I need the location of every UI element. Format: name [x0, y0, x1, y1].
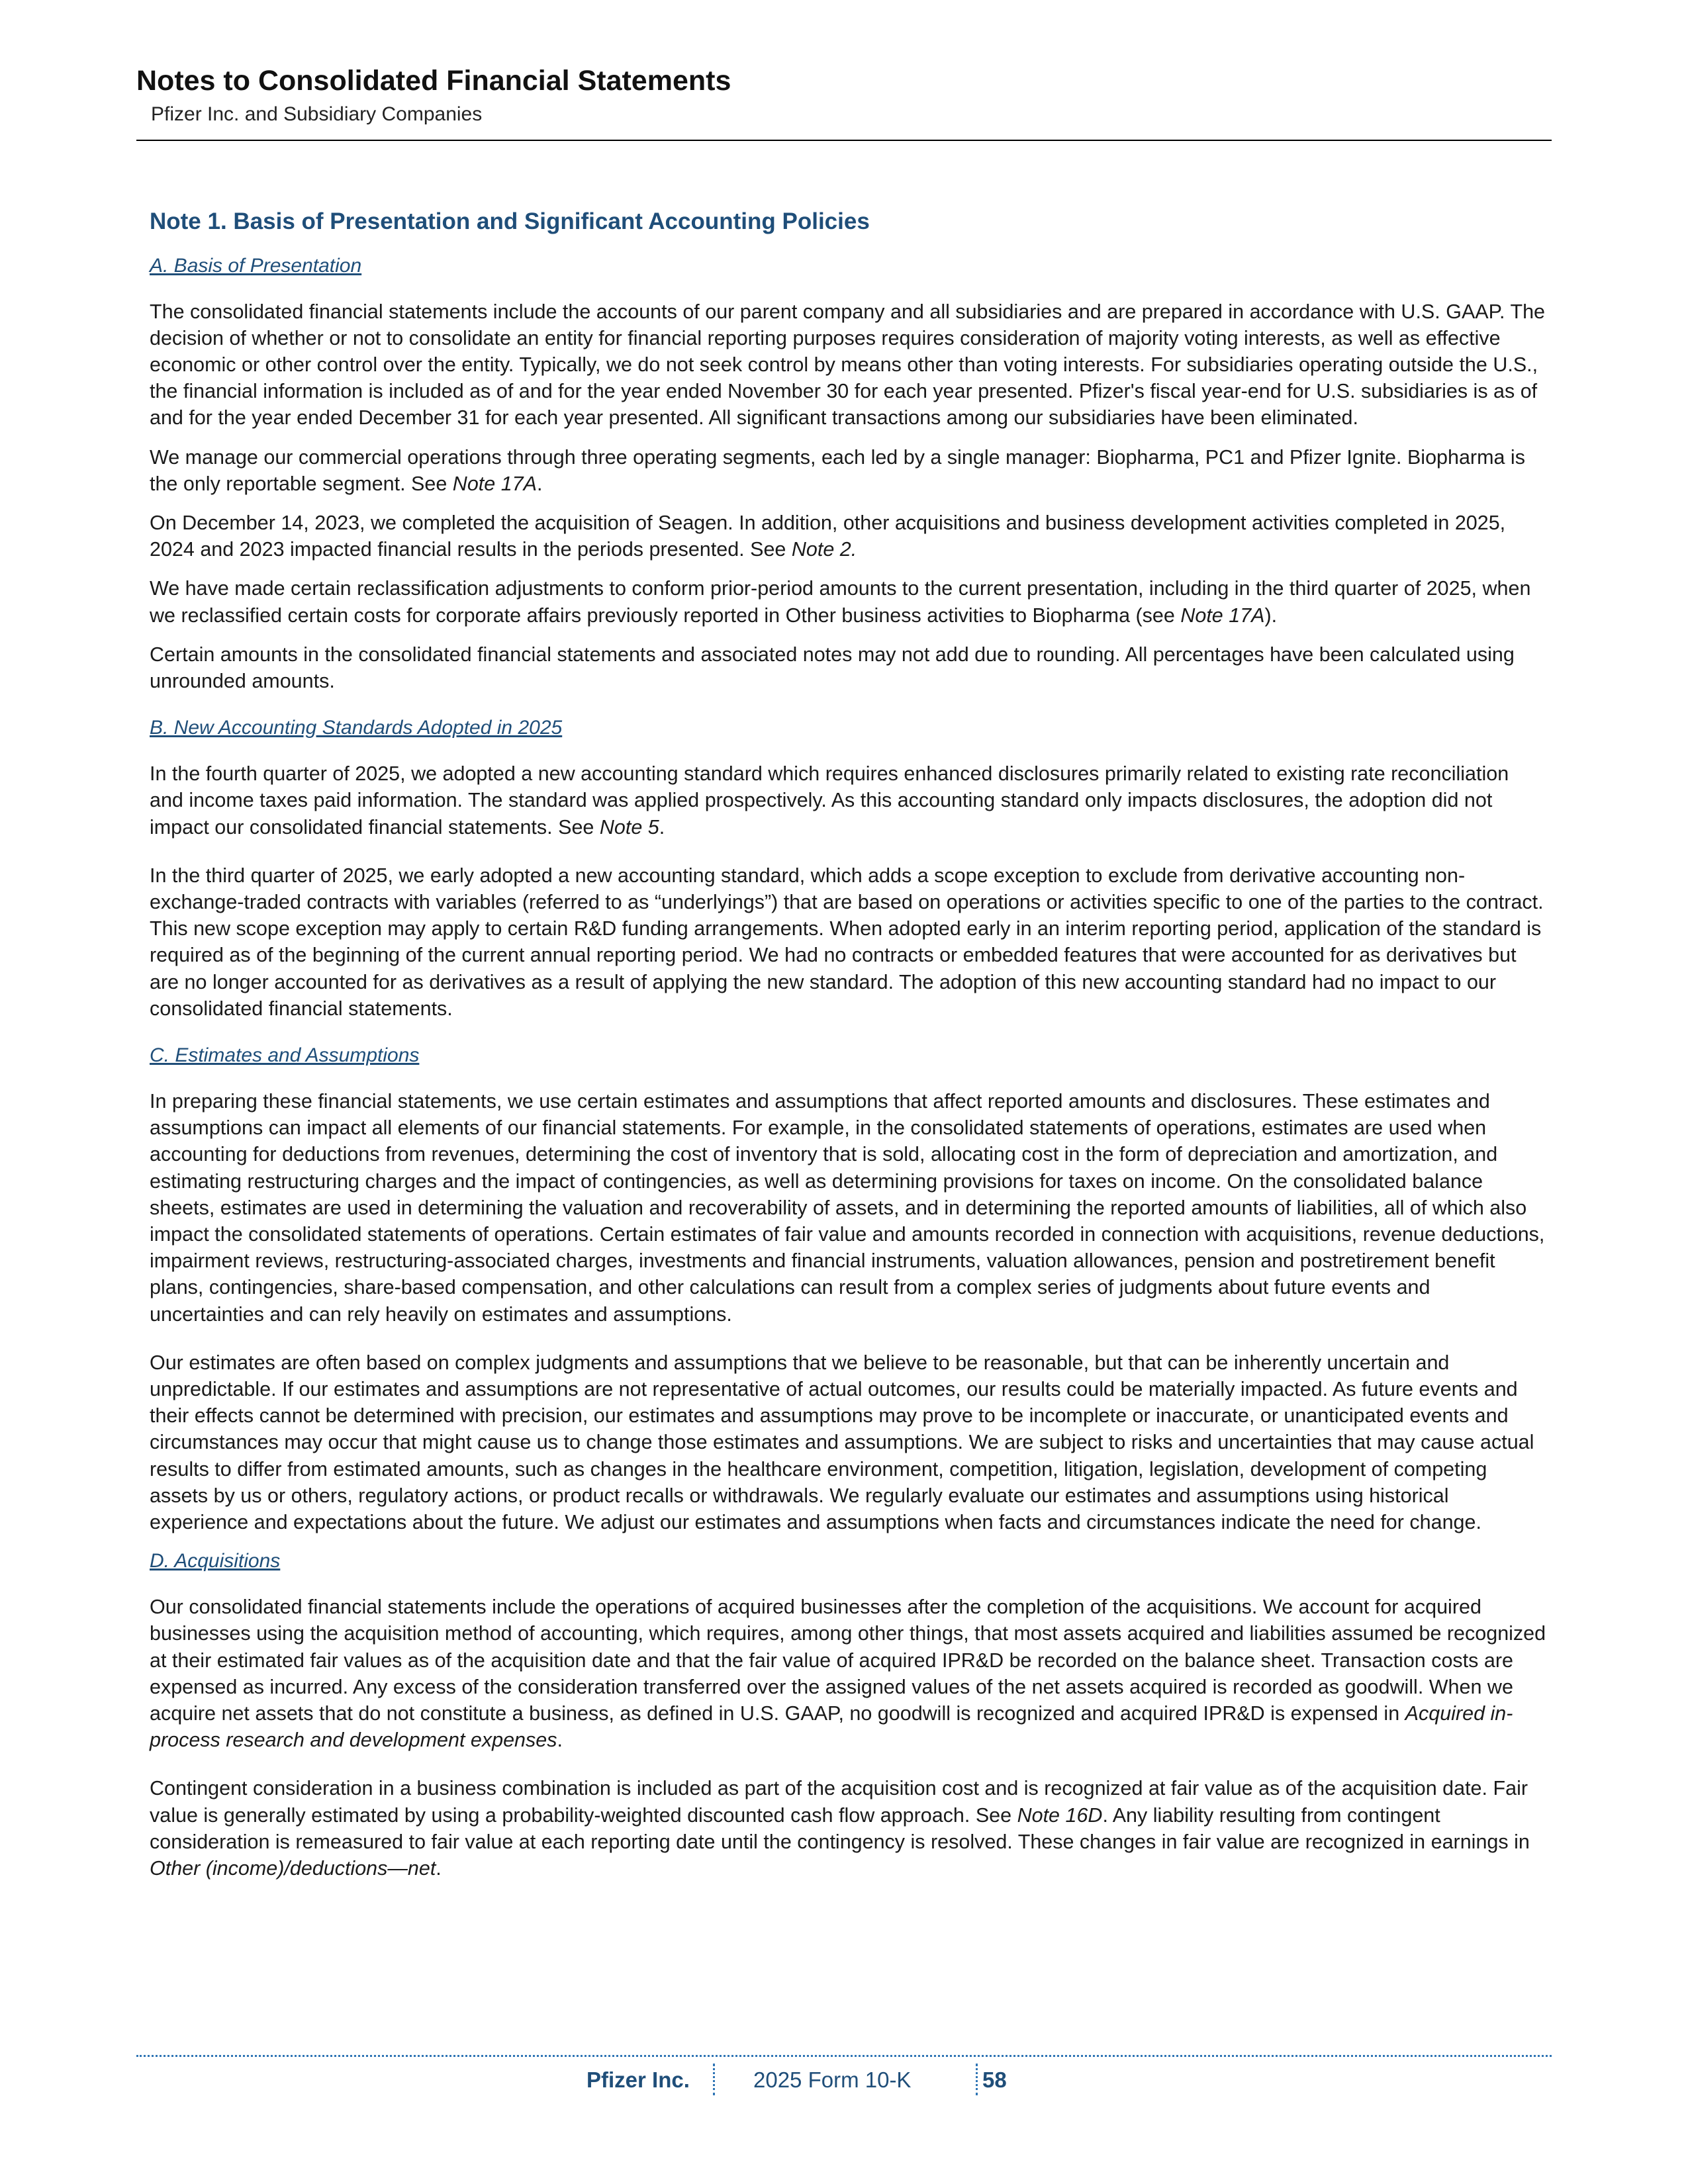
paragraph-text: .: [436, 1857, 442, 1880]
section-a-paragraph-1: The consolidated financial statements include the accounts of our parent company and all subsidiaries and are prepared in accordance with U.S. GAAP. The decision of whether or not to consolidate an entity for financial reporting purposes requires consideration of majority voting interests, as well as effective economic or other control over the entity. Typically, we do not seek control by means other than voting interests. For subsidiaries operating outside the U.S., the financial information is included as of and for the year ended November 30 for each year presented. Pfizer's fiscal year-end for U.S. subsidiaries is as of and for the year ended December 31 for each year presented. All significant transactions among our subsidiaries have been eliminated.: [150, 300, 1545, 430]
footer-page-number: 58: [982, 2068, 1007, 2092]
footer-divider: [136, 2055, 1552, 2057]
section-c-paragraph-1: In preparing these financial statements, we use certain estimates and assumptions that affect reported amounts and disclosures. These estimates and assumptions can impact all elements of our financial statements. For example, in the consolidated statements of operations, estimates are used when accounting for deductions from revenues, determining the cost of inventory that is sold, allocating cost in the form of depreciation and amortization, and estimating restructuring charges and the impact of contingencies, as well as determining provisions for taxes on income. On the consolidated balance sheets, estimates are used in determining the valuation and recoverability of assets, and in determining the reported amounts of liabilities, all of which also impact the consolidated statements of operations. Certain estimates of fair value and amounts recorded in connection with acquisitions, revenue deductions, impairment reviews, restructuring-associated charges, investments and financial instruments, valuation allowances, pension and postretirement benefit plans, contingencies, share-based compensation, and other calculations can result from a complex series of judgments about future events and uncertainties and can rely heavily on estimates and assumptions.: [150, 1089, 1545, 1326]
page-header-subtitle: Pfizer Inc. and Subsidiary Companies: [151, 103, 483, 125]
footer-form: 2025 Form 10-K: [753, 2068, 912, 2092]
expense-line-reference: Acquired in-process research and development expenses: [150, 1702, 1513, 1752]
note-reference: Note 5: [599, 815, 659, 839]
paragraph-text: .: [659, 815, 665, 839]
header-divider: [136, 140, 1552, 141]
section-d-paragraph-2: [150, 1775, 1546, 1882]
footer-company: Pfizer Inc.: [586, 2068, 690, 2092]
paragraph-text: . Any liability resulting from contingent consideration is remeasured to fair value at each reporting date until the contingency is resolved. These changes in fair value are recognized in earnings in: [150, 1803, 1530, 1853]
footer-separator: [976, 2064, 978, 2095]
note-reference: Note 2.: [791, 538, 857, 561]
income-line-reference: Other (income)/deductions—net: [150, 1857, 436, 1880]
section-a-paragraph-5: Certain amounts in the consolidated financial statements and associated notes may not add due to rounding. All percentages have been calculated using unrounded amounts.: [150, 643, 1515, 692]
section-a-paragraph-4: [150, 575, 1546, 628]
note-reference: Note 17A: [452, 472, 537, 495]
section-c-paragraph-2: Our estimates are often based on complex judgments and assumptions that we believe to be reasonable, but that can be inherently uncertain and unpredictable. If our estimates and assumptions are not representative of actual outcomes, our results could be materially impacted. As future events and their effects cannot be determined with precision, our estimates and assumptions may prove to be incomplete or inaccurate, or unanticipated events and circumstances may occur that might cause us to change those estimates and assumptions. We are subject to risks and uncertainties that may cause actual results to differ from estimated amounts, such as changes in the healthcare environment, competition, litigation, legislation, development of competing assets by us or others, regulatory actions, or product recalls or withdrawals. We regularly evaluate our estimates and assumptions using historical experience and expectations about the future. We adjust our estimates and assumptions when facts and circumstances indicate the need for change.: [150, 1351, 1534, 1534]
paragraph-text: Contingent consideration in a business combination is included as part of the acquisition cost and is recognized at fair value as of the acquisition date. Fair value is generally estimated by using a probability-weighted discounted cash flow approach. See: [150, 1777, 1528, 1827]
page-footer: [0, 2064, 1688, 2097]
section-b-title: B. New Accounting Standards Adopted in 2025: [150, 717, 563, 739]
section-a-title: A. Basis of Presentation: [150, 254, 362, 277]
note-reference: Note 16D: [1017, 1803, 1103, 1827]
paragraph-text: .: [536, 472, 543, 495]
paragraph-text: On December 14, 2023, we completed the acquisition of Seagen. In addition, other acquisitions and business development activities completed in 2025, 2024 and 2023 impacted financial results in the periods presented. See: [150, 511, 1506, 561]
paragraph-text: We have made certain reclassification adjustments to conform prior-period amounts to the current presentation, including in the third quarter of 2025, when we reclassified certain costs for corporate affairs previously reported in Other business activities to Biopharma (see: [150, 577, 1531, 627]
section-b-paragraph-2: In the third quarter of 2025, we early adopted a new accounting standard, which adds a scope exception to exclude from derivative accounting non-exchange-traded contracts with variables (referred to as “underlyings”) that are based on operations or activities specific to one of the parties to the contract. This new scope exception may apply to certain R&D funding arrangements. When adopted early in an interim reporting period, application of the standard is required as of the beginning of the current annual reporting period. We had no contracts or embedded features that were accounted for as derivatives but are no longer accounted for as derivatives as a result of applying the new standard. The adoption of this new accounting standard had no impact to our consolidated financial statements.: [150, 864, 1544, 1020]
document-body: [150, 199, 1546, 1894]
note-title: Note 1. Basis of Presentation and Significant Accounting Policies: [150, 208, 870, 234]
note-reference: Note 17A: [1180, 604, 1265, 627]
paragraph-text: ).: [1264, 604, 1278, 627]
footer-separator: [713, 2064, 715, 2095]
section-d-title: D. Acquisitions: [150, 1550, 281, 1572]
paragraph-text: In the fourth quarter of 2025, we adopted a new accounting standard which requires enhanced disclosures primarily related to existing rate reconciliation and income taxes paid information. The standard was applied prospectively. As this accounting standard only impacts disclosures, the adoption did not impact our consolidated financial statements. See: [150, 762, 1509, 839]
section-a-paragraph-3: [150, 510, 1546, 563]
page-header-title: Notes to Consolidated Financial Statements: [136, 65, 731, 97]
section-a-paragraph-2: [150, 444, 1546, 497]
paragraph-text: We manage our commercial operations through three operating segments, each led by a single manager: Biopharma, PC1 and Pfizer Ignite. Biopharma is the only reportable segment. See: [150, 445, 1525, 495]
paragraph-text: Our consolidated financial statements include the operations of acquired businesses after the completion of the acquisitions. We account for acquired businesses using the acquisition method of accounting, which requires, among other things, that most assets acquired and liabilities assumed be recognized at their estimated fair values as of the acquisition date and that the fair value of acquired IPR&D be recorded on the balance sheet. Transaction costs are expensed as incurred. Any excess of the consideration transferred over the assigned values of the net assets acquired is recorded as goodwill. When we acquire net assets that do not constitute a business, as defined in U.S. GAAP, no goodwill is recognized and acquired IPR&D is expensed in: [150, 1596, 1546, 1725]
section-c-title: C. Estimates and Assumptions: [150, 1044, 420, 1066]
paragraph-text: .: [557, 1729, 563, 1752]
section-b-paragraph-1: [150, 760, 1546, 841]
section-d-paragraph-1: [150, 1594, 1546, 1753]
